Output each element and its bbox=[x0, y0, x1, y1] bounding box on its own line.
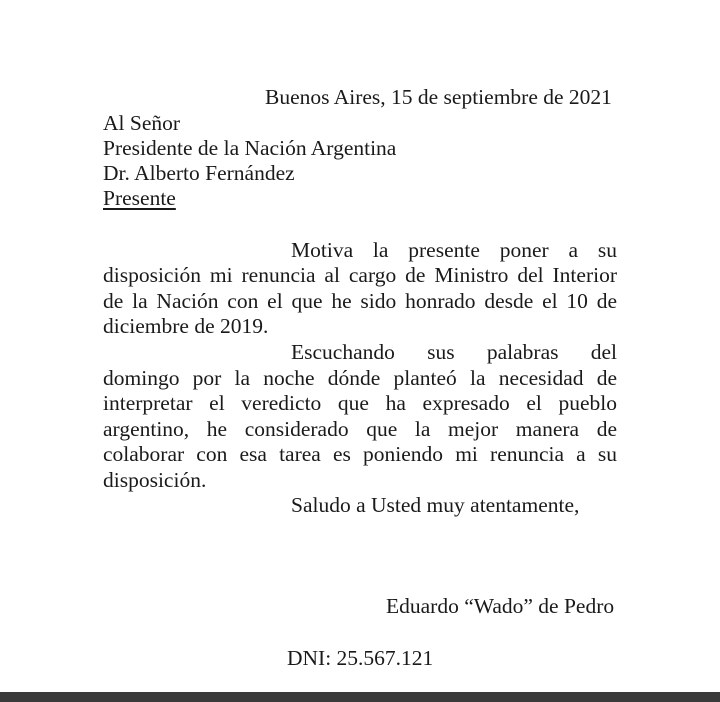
signature-name: Eduardo “Wado” de Pedro bbox=[386, 594, 615, 618]
bottom-edge-bar bbox=[0, 692, 720, 702]
place-date: Buenos Aires, 15 de septiembre de 2021 bbox=[265, 85, 612, 109]
paragraph2-line1: Escuchando sus palabras del bbox=[291, 340, 617, 364]
recipient-presente: Presente bbox=[103, 186, 176, 210]
paragraph2-line6: disposición. bbox=[103, 468, 207, 492]
paragraph2-line4: argentino, he considerado que la mejor manera de bbox=[103, 417, 617, 441]
recipient-name: Dr. Alberto Fernández bbox=[103, 161, 295, 185]
paragraph2-line2: domingo por la noche dónde planteó la necesidad de bbox=[103, 366, 617, 390]
paragraph1-line3: de la Nación con el que he sido honrado desde el 10 de bbox=[103, 289, 617, 313]
paragraph2-line3: interpretar el veredicto que ha expresado el pueblo bbox=[103, 391, 617, 415]
dni: DNI: 25.567.121 bbox=[287, 646, 434, 670]
paragraph1-line4: diciembre de 2019. bbox=[103, 314, 269, 338]
recipient-title: Presidente de la Nación Argentina bbox=[103, 136, 397, 160]
recipient-salutation: Al Señor bbox=[103, 111, 181, 135]
paragraph2-line5: colaborar con esa tarea es poniendo mi renuncia a su bbox=[103, 442, 617, 466]
closing: Saludo a Usted muy atentamente, bbox=[291, 493, 580, 517]
paragraph1-line2: disposición mi renuncia al cargo de Ministro del Interior bbox=[103, 263, 617, 287]
paragraph1-line1: Motiva la presente poner a su bbox=[291, 238, 617, 262]
